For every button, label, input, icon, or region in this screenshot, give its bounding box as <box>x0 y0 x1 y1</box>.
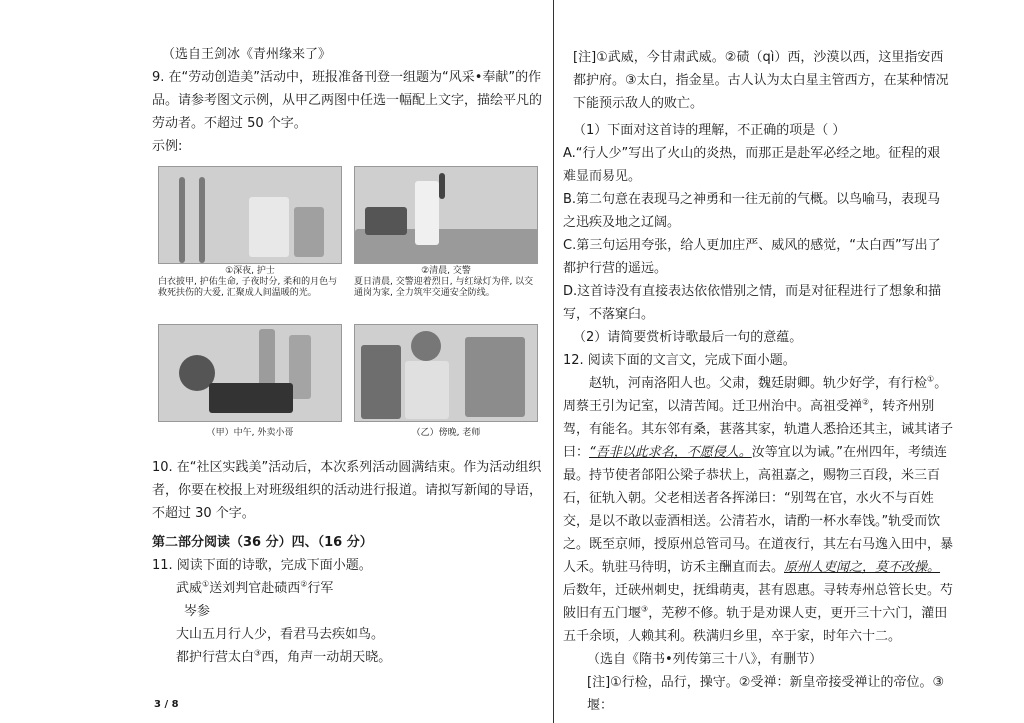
image-grid <box>158 162 548 450</box>
image-teacher <box>354 324 538 439</box>
image-delivery <box>158 324 342 439</box>
poem-notes: [注]①武威，今甘肃武威。②碛（qì）西，沙漠以西，这里指安西都护府。③太白，指金星。古人认为太白星主管西方，在某种情况下能预示敌人的败亡。 <box>573 50 949 111</box>
page-number: 3 / 8 <box>154 699 179 710</box>
source-line: （选自王剑冰《青州缘来了》 <box>162 47 332 62</box>
left-column <box>152 0 544 669</box>
question-11-1: （1）下面对这首诗的理解，不正确的项是（ ） <box>573 123 846 138</box>
image-nurse <box>158 166 342 299</box>
question-11-2: （2）请简要赏析诗歌最后一句的意蕴。 <box>573 330 803 345</box>
section-title: 第二部分阅读（36 分）四、（16 分） <box>152 535 373 550</box>
image-police <box>354 166 538 299</box>
delivery-caption: （甲）中午, 外卖小哥 <box>206 428 294 438</box>
question-12-intro: 12. 阅读下面的文言文，完成下面小题。 <box>563 353 796 368</box>
police-caption-title: ②清晨, 交警 <box>421 266 471 276</box>
underlined-sentence-2: 原州人吏闻之，莫不改操。 <box>784 560 941 575</box>
question-10: 10. 在“社区实践美”活动后，本次系列活动圆满结束。作为活动组织者，你要在校报上对班级组织的活动进行报道。请拟写新闻的导语，不超过 30 个字。 <box>152 460 543 521</box>
option-a: A.“行人少”写出了火山的炎热，而那正是赴军必经之地。征程的艰难显而易见。 <box>563 146 941 184</box>
example-label: 示例: <box>152 139 183 154</box>
poem-title: 武威①送刘判官赴碛西②行军 <box>176 579 334 596</box>
option-c: C.第三句运用夸张，给人更加庄严、威风的感觉，“太白西”写出了都护行营的遥远。 <box>563 238 941 276</box>
classical-passage: 赵轨，河南洛阳人也。父肃，魏廷尉卿。轨少好学，有行检①。周蔡王引为记室，以清苦闻。迁卫州治中。高祖受禅②，转齐州别驾，有能名。其东邻有桑，葚落其家，轨遣人悉拾还其主，诫其诸子曰：“吾非以此求名，不愿侵人。汝等宜以为诫。”在州四年，考绩连最。持节使者郃阳公梁子恭状上，高祖嘉之，赐物三百段，米三百石，征轨入朝。父老相送者各挥涕曰：“别驾在官，水火不与百姓交，是以不敢以壶酒相送。公清若水，请酌一杯水奉饯。”轨受而饮之。既至京师，授原州总管司马。在道夜行，其左右马逸入田中，暴人禾。轨驻马待明，访禾主酬直而去。原州人吏闻之，莫不改操。后数年，迁硖州刺史，抚缉萌夷，甚有恩惠。寻转寿州总管长史。芍陂旧有五门堰③，芜秽不修。轨于是劝课人吏，更开三十六门，灌田五千余顷，人赖其利。秩满归乡里，卒于家，时年六十二。 <box>563 374 954 644</box>
poem-author: 岑参 <box>184 604 211 619</box>
passage-notes: [注]①行检，品行，操守。②受禅：新皇帝接受禅让的帝位。③堰： <box>587 675 945 713</box>
nurse-caption-text: 白衣披甲, 护佑生命, 子夜时分, 柔和的月色与救死扶伤的大爱, 汇聚成人间温暖的光。 <box>158 277 338 298</box>
passage-source: （选自《隋书•列传第三十八》，有删节） <box>587 652 823 667</box>
underlined-sentence-1: “吾非以此求名，不愿侵人。 <box>589 445 752 460</box>
option-b: B.第二句意在表现马之神勇和一往无前的气概。以鸟喻马，表现马之迅疾及地之辽阔。 <box>563 192 941 230</box>
nurse-caption-title: ①深夜, 护士 <box>225 266 275 276</box>
delivery-picture <box>158 324 342 422</box>
police-picture <box>354 166 538 264</box>
option-d: D.这首诗没有直接表达依依惜别之情，而是对征程进行了想象和描写，不落窠臼。 <box>563 284 942 322</box>
right-column <box>563 0 953 717</box>
nurse-picture <box>158 166 342 264</box>
column-divider <box>553 0 554 723</box>
teacher-picture <box>354 324 538 422</box>
question-11-intro: 11. 阅读下面的诗歌，完成下面小题。 <box>152 558 372 573</box>
police-caption-text: 夏日清晨, 交警迎着烈日, 与红绿灯为伴, 以交通岗为家, 全力筑牢交通安全防线。 <box>354 277 534 298</box>
question-9: 9. 在“劳动创造美”活动中，班报准备刊登一组题为“风采•奉献”的作品。请参考图文示例，从甲乙两图中任选一幅配上文字，描绘平凡的劳动者。不超过 50 个字。 <box>152 70 543 131</box>
poem-line-1: 大山五月行人少，看君马去疾如鸟。 <box>176 627 385 642</box>
teacher-caption: （乙）傍晚, 老师 <box>411 428 481 438</box>
poem-line-2: 都护行营太白③西，角声一动胡天晓。 <box>176 648 392 665</box>
